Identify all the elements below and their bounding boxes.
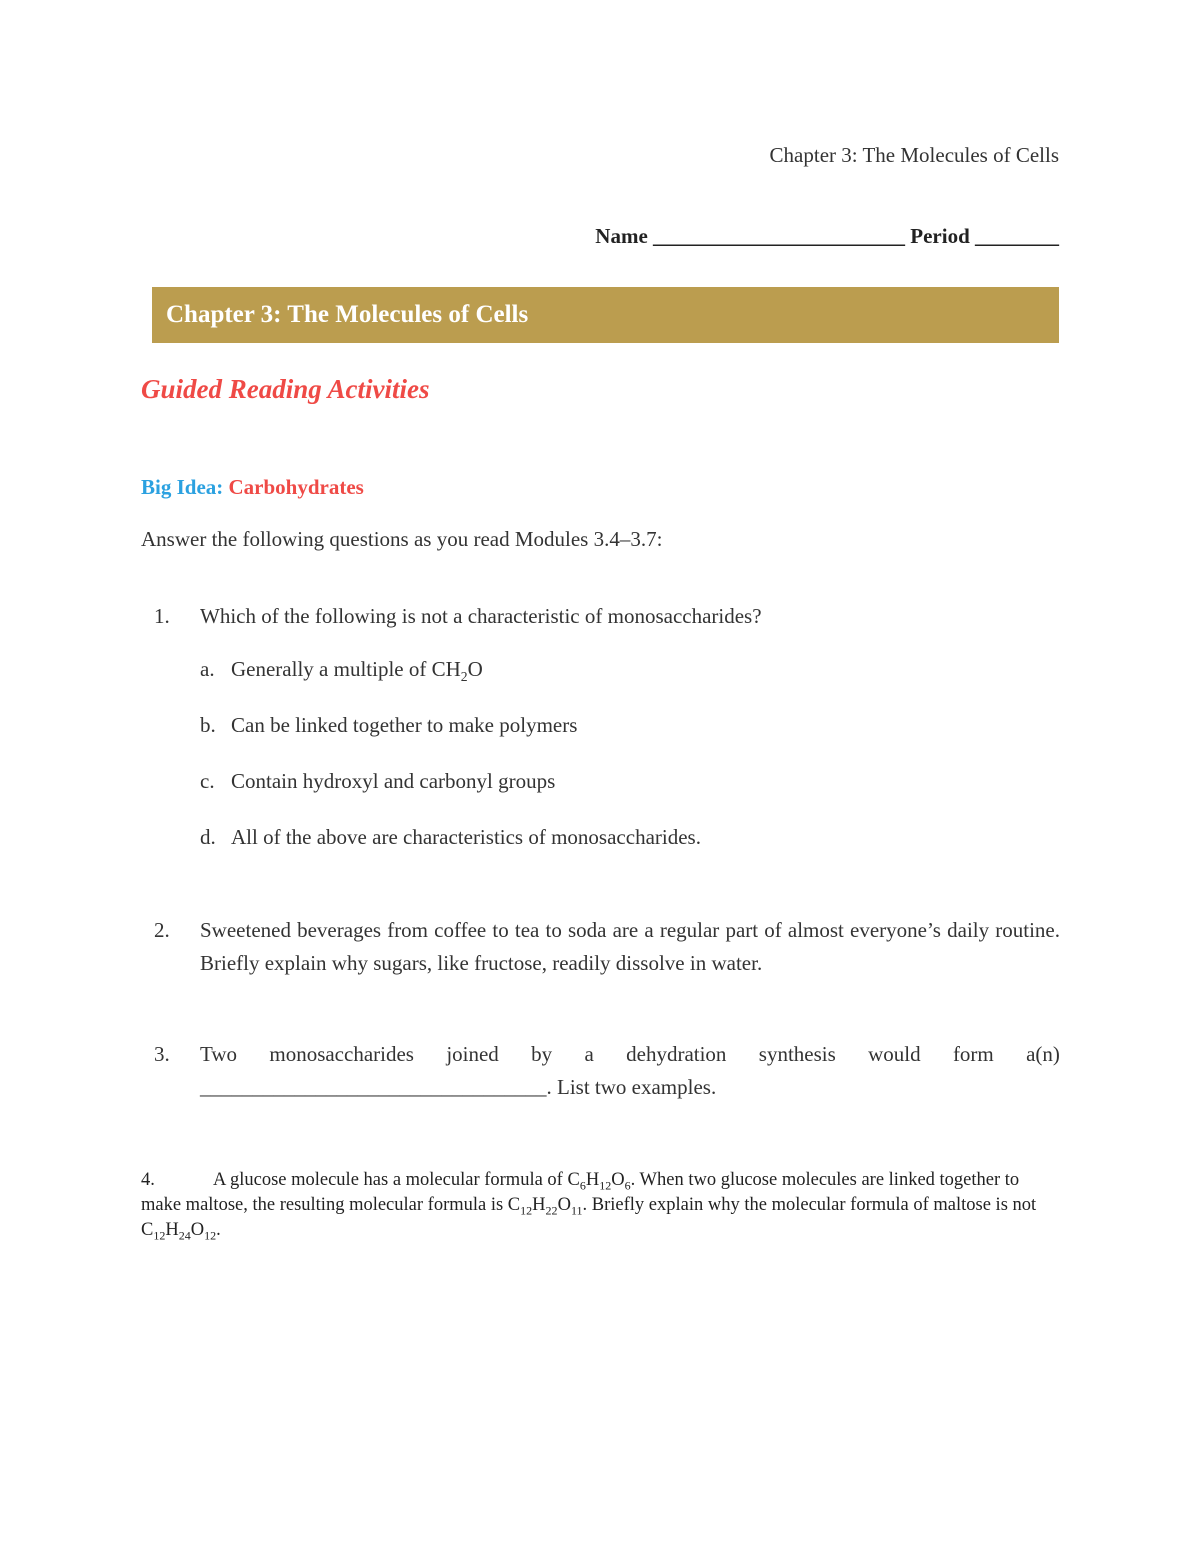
chapter-banner — [152, 287, 1059, 343]
option-letter: d. — [200, 825, 216, 849]
question-text-line-1: Two monosaccharides joined by a dehydration synthesis would form a(n) — [200, 1042, 1060, 1066]
question-text: Which of the following is not a characteristic of monosaccharides? — [200, 604, 762, 628]
section-subtitle: Guided Reading Activities — [141, 374, 430, 404]
big-idea-value: Carbohydrates — [228, 475, 364, 499]
option-text: All of the above are characteristics of monosaccharides. — [231, 825, 701, 849]
banner-title: Chapter 3: The Molecules of Cells — [166, 301, 529, 328]
question-number: 4. — [141, 1170, 155, 1190]
name-period-line: Name ________________________ Period ________ — [595, 224, 1059, 248]
option-letter: a. — [200, 657, 215, 681]
question-number: 3. — [154, 1042, 170, 1066]
big-idea-label: Big Idea: — [141, 475, 224, 499]
question-text: A glucose molecule has a molecular formula of $C_6H_{12}O_6$. When two glucose molecules are linked together to make maltose, the resulting molecular formula is $C_{12}H_{22}O_{11}$. Briefly explain why the molecular formula of maltose is not $C_{12}H_{24}O_{12}$. — [141, 1170, 1037, 1243]
question-number: 1. — [154, 604, 170, 628]
question-text — [200, 1038, 1060, 1104]
running-header: Chapter 3: The Molecules of Cells — [769, 143, 1059, 167]
option-text: Can be linked together to make polymers — [231, 713, 578, 737]
big-idea — [141, 475, 364, 500]
question-4 — [141, 1168, 1059, 1243]
option-text: Generally a multiple of $CH_2O$ — [231, 657, 483, 685]
option-text: Contain hydroxyl and carbonyl groups — [231, 769, 556, 793]
instructions: Answer the following questions as you read Modules 3.4–3.7: — [141, 527, 663, 551]
question-number: 2. — [154, 918, 170, 942]
answer-blank-line: _________________________________. List two examples. — [200, 1075, 717, 1099]
option-letter: b. — [200, 713, 216, 737]
option-letter: c. — [200, 769, 215, 793]
question-text: Sweetened beverages from coffee to tea to soda are a regular part of almost everyone’s daily routine. Briefly explain why sugars, like fructose, readily dissolve in water. — [200, 918, 1060, 975]
